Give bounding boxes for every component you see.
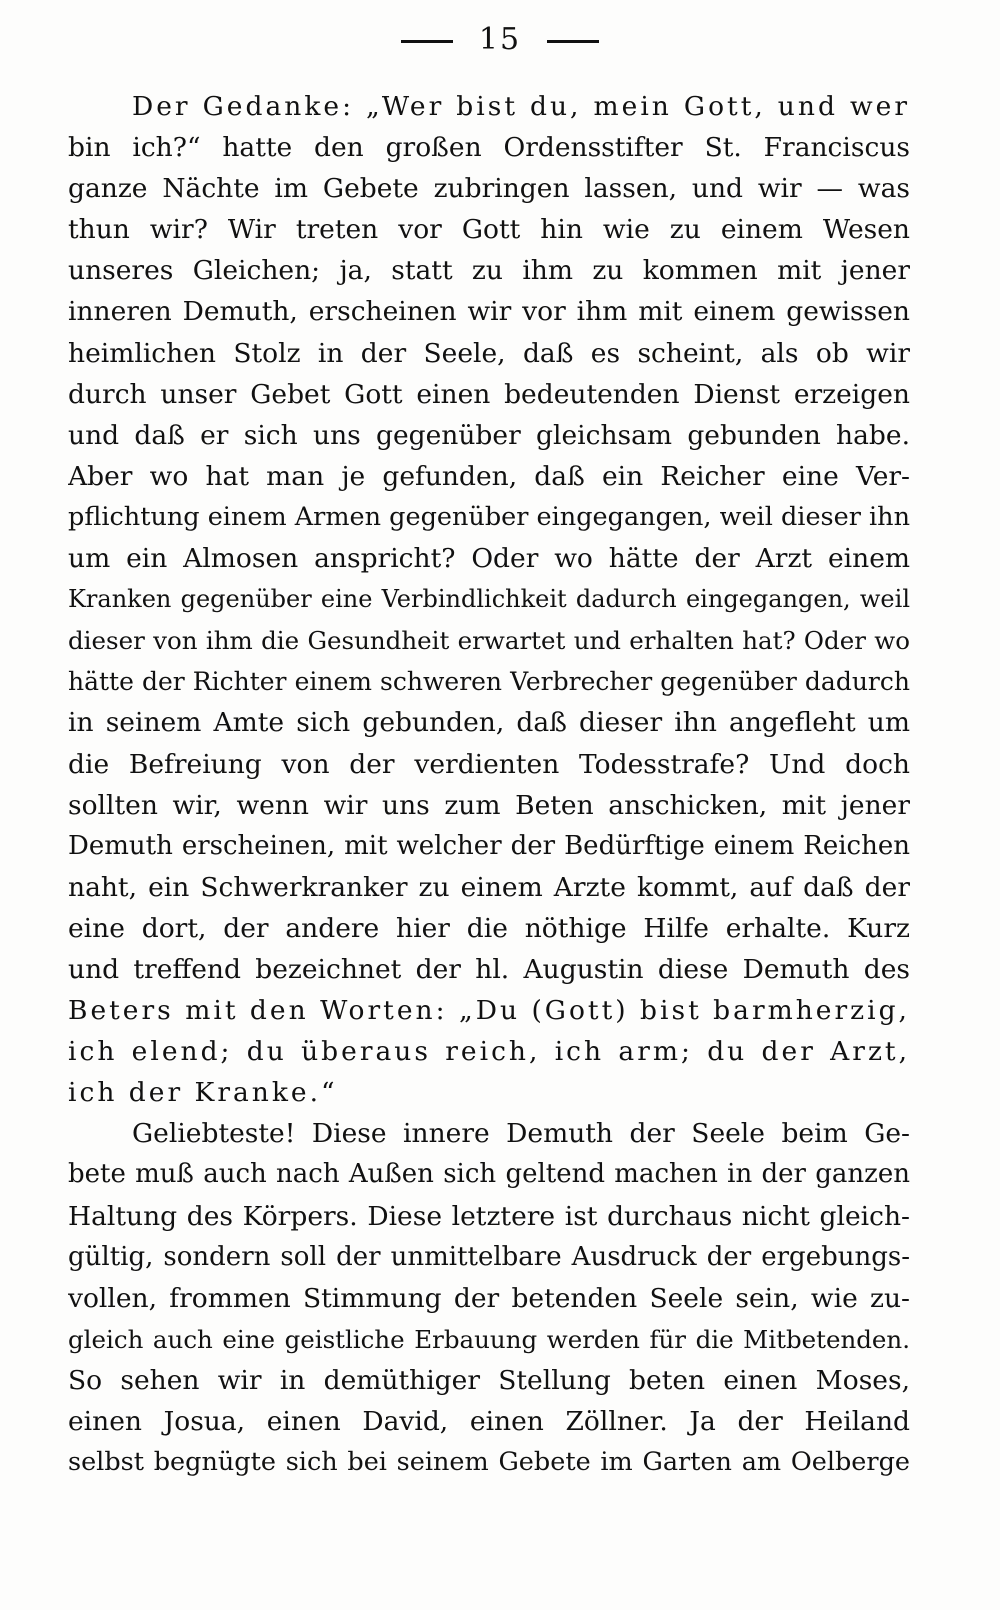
text-line: heimlichen Stolz in der Seele, daß es scheint, als ob wir bbox=[68, 337, 910, 369]
text-line: bete muß auch nach Außen sich geltend machen in der ganzen bbox=[68, 1159, 910, 1190]
text-line: einen Josua, einen David, einen Zöllner. Ja der Heiland bbox=[68, 1406, 910, 1437]
text-line: gültig, sondern soll der unmittelbare Ausdruck der ergebungs- bbox=[68, 1241, 910, 1272]
text-line: durch unser Gebet Gott einen bedeutenden Dienst erzeigen bbox=[68, 378, 910, 410]
text-line: Haltung des Körpers. Diese letztere ist durchaus nicht gleich- bbox=[68, 1200, 910, 1232]
text-line: ich elend; du überaus reich, ich arm; du der Arzt, bbox=[68, 1036, 910, 1068]
text-line: die Befreiung von der verdienten Todesstrafe? Und doch bbox=[68, 748, 910, 780]
body-text bbox=[68, 86, 910, 1483]
text-line: und treffend bezeichnet der hl. Augustin diese Demuth des bbox=[68, 953, 910, 985]
text-line: Demuth erscheinen, mit welcher der Bedürftige einem Reichen bbox=[68, 830, 910, 861]
text-line: um ein Almosen anspricht? Oder wo hätte der Arzt einem bbox=[68, 543, 910, 575]
text-line: in seinem Amte sich gebunden, daß dieser ihn angefleht um bbox=[68, 707, 910, 739]
text-line: selbst begnügte sich bei seinem Gebete im Garten am Oelberge bbox=[68, 1447, 910, 1478]
header-dash-left bbox=[401, 40, 453, 43]
text-line: und daß er sich uns gegenüber gleichsam gebunden habe. bbox=[68, 419, 910, 451]
page-header bbox=[0, 22, 1000, 57]
text-line: Aber wo hat man je gefunden, daß ein Reicher eine Ver- bbox=[68, 460, 910, 492]
text-line: sollten wir, wenn wir uns zum Beten anschicken, mit jener bbox=[68, 789, 910, 821]
text-line: Geliebteste! Diese innere Demuth der Seele beim Ge- bbox=[132, 1118, 910, 1150]
text-line: pflichtung einem Armen gegenüber eingegangen, weil dieser ihn bbox=[68, 501, 910, 532]
text-line: ganze Nächte im Gebete zubringen lassen, und wir — was bbox=[68, 173, 910, 205]
text-line: Der Gedanke: „Wer bist du, mein Gott, und wer bbox=[132, 91, 910, 122]
page-number: 15 bbox=[478, 22, 522, 57]
text-line: So sehen wir in demüthiger Stellung beten einen Moses, bbox=[68, 1364, 910, 1396]
text-line: Kranken gegenüber eine Verbindlichkeit dadurch eingegangen, weil bbox=[68, 585, 910, 614]
text-line: inneren Demuth, erscheinen wir vor ihm mit einem gewissen bbox=[68, 296, 910, 328]
text-line: ich der Kranke.“ bbox=[68, 1077, 338, 1109]
text-line: thun wir? Wir treten vor Gott hin wie zu einem Wesen bbox=[68, 214, 910, 246]
header-dash-right bbox=[547, 40, 599, 43]
text-line: unseres Gleichen; ja, statt zu ihm zu kommen mit jener bbox=[68, 255, 910, 287]
text-line: Beters mit den Worten: „Du (Gott) bist barmherzig, bbox=[68, 995, 910, 1027]
text-line: gleich auch eine geistliche Erbauung werden für die Mitbetenden. bbox=[68, 1324, 910, 1354]
text-line: bin ich?“ hatte den großen Ordensstifter St. Franciscus bbox=[68, 132, 910, 164]
text-line: vollen, frommen Stimmung der betenden Seele sein, wie zu- bbox=[68, 1282, 910, 1314]
text-line: hätte der Richter einem schweren Verbrecher gegenüber dadurch bbox=[68, 667, 910, 697]
text-line: eine dort, der andere hier die nöthige Hilfe erhalte. Kurz bbox=[68, 912, 910, 944]
text-line: naht, ein Schwerkranker zu einem Arzte kommt, auf daß der bbox=[68, 871, 910, 903]
text-line: dieser von ihm die Gesundheit erwartet und erhalten hat? Oder wo bbox=[68, 626, 910, 656]
